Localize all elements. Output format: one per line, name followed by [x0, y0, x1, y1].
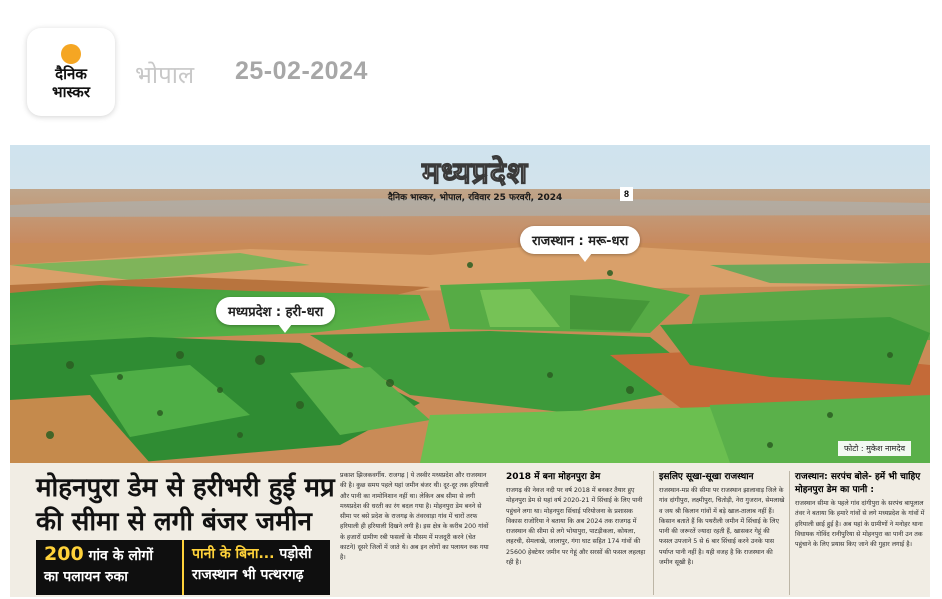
column-4-text: राजस्थान सीमा के पहले गांव दांगीपुरा के सरपंच बापूलाल तंवर ने बताया कि हमारे गांवों से लगे मध्यप्रदेश के गांवों में हरियाली छाई हुई है। अब यहां के ग्रामीणों ने मनोहर थाना विधायक गोविंद रानीपुरिया से मोहनपुरा का पानी उन तक पहुंचाने के लिए प्रयास किए जाने की गुहार लगाई है।: [795, 500, 925, 549]
band-left: [36, 540, 184, 595]
story-column-1: [340, 471, 490, 595]
band-right: [184, 540, 330, 595]
page-number: 8: [620, 187, 633, 201]
label-rajasthan: राजस्थान : मरू-धरा: [520, 226, 640, 254]
story-column-3: [653, 471, 785, 595]
column-3-heading: इसलिए सूखा-सूखा राजस्थान: [659, 472, 754, 482]
band-left-text-2: का पलायन रुका: [44, 569, 128, 585]
photo-credit: फोटो : मुकेश नामदेव: [838, 441, 911, 456]
logo-sun-icon: [61, 44, 81, 64]
band-left-text-1: गांव के लोगों: [83, 548, 153, 564]
masthead: [388, 151, 562, 203]
date-label: 25-02-2024: [235, 57, 368, 85]
state-title: मध्यप्रदेश: [422, 156, 529, 191]
story-column-4: [789, 471, 927, 595]
dainik-bhaskar-logo[interactable]: [27, 28, 115, 116]
band-right-text-1: पड़ोसी: [274, 546, 312, 562]
label-madhya-pradesh: मध्यप्रदेश : हरी-धरा: [216, 297, 335, 325]
column-2-text: राजगढ़ की नेवज नदी पर वर्ष 2018 में बनकर तैयार हुए मोहनपुरा डेम से यहां वर्ष 2020-21 में सिंचाई के लिए पानी पहुंचने लगा था। मोहनपुरा सिंचाई परियोजना के प्रशासक विकास राजोरिया ने बताया कि अब 2024 तक राजगढ़ में राजस्थान की सीमा से लगे भोयापुरा, पाटड़ीकला, कोयला, लहरची, सेमलाखे, जालापुर, गंगा घाट सहित 174 गांवों की 25600 हेक्टेयर जमीन पर गेहूं और सरसों की फसल लहलहा रही है।: [506, 487, 646, 567]
band-right-text-2: राजस्थान भी पत्थरगढ़: [192, 567, 304, 583]
edition-line: दैनिक भास्कर, भोपाल, रविवार 25 फरवरी, 2024: [388, 193, 563, 203]
column-1-text: प्रकाश झिजकवर्गीय. राजगढ़ | ये तस्वीर मध्यप्रदेश और राजस्थान की है। कुछ समय पहले यहां जमीन बंजर थी। दूर-दूर तक हरियाली और पानी का नामोनिशान नहीं था। लेकिन अब सीमा से लगी मध्यप्रदेश की धरती का रंग बदल गया है। मोहनपुरा डेम बनने से सीमा पर बसे प्रदेश के राजगढ़ के तंवरवाड़ा गांव में चारों तरफ हरियाली ही हरियाली दिखने लगी है। इस क्षेत्र के करीब 200 गांवों के हजारों ग्रामीण रबी फसलों के मौसम में मजदूरी करने (चेत काटने) दूसरे जिलों में जाते थे। अब इन लोगों का पलायन रुक गया है।: [340, 472, 489, 562]
column-3-text: राजस्थान-मप्र की सीमा पर राजस्थान झालावाड़ जिले के गांव दांगीपुरा, लक्ष्मीपुरा, चितोड़ी, नेरा गुजरान, सेमलाखे व जय श्री किलान गांवों में बड़े खाल-तालाब नहीं हैं। किसान बताते हैं कि पथरीली जमीन में सिंचाई के लिए पानी की जरूरतें ज्यादा रहती हैं, खासकर गेहूं की फसल उपजाने 5 से 6 बार सिंचाई करने उनके पास पर्याप्त पानी नहीं है। यही वजह है कि राजस्थान की जमीन सूखी है।: [659, 487, 785, 567]
highlight-band: [36, 540, 330, 595]
column-2-heading: 2018 में बना मोहनपुरा डेम: [506, 472, 601, 482]
column-4-heading: राजस्थान: सरपंच बोले- हमें भी चाहिए मोहनपुरा डेम का पानी :: [795, 472, 921, 495]
logo-line-2: भास्कर: [52, 82, 90, 101]
aerial-photo: [10, 145, 930, 463]
story-column-2: [506, 471, 648, 595]
story-headline: मोहनपुरा डेम से हरीभरी हुई मप्र की सीमा से लगी बंजर जमीन: [36, 473, 335, 537]
city-label: भोपाल: [135, 61, 195, 89]
band-right-highlight: पानी के बिना...: [192, 546, 275, 562]
logo-line-1: दैनिक: [55, 64, 87, 83]
newspaper-clipping[interactable]: [10, 145, 930, 597]
band-left-number: 200: [44, 543, 84, 565]
